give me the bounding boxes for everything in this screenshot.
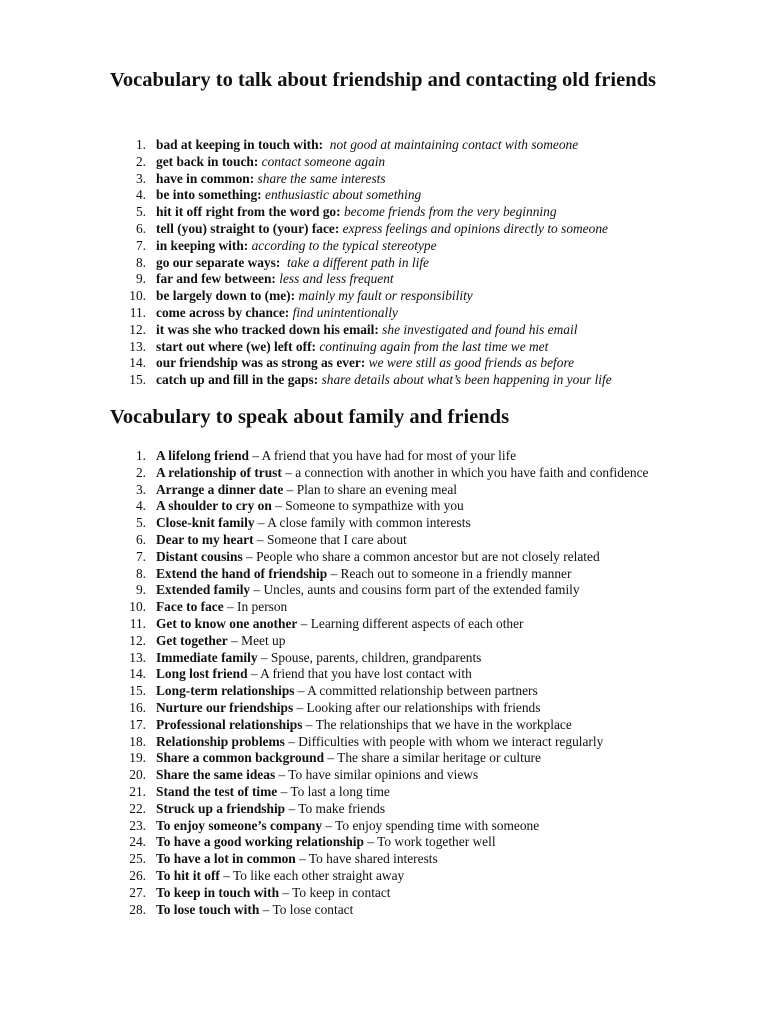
item-number: 12. — [129, 632, 146, 648]
item-number: 5. — [135, 515, 146, 531]
item-number: 14. — [129, 355, 146, 371]
item-number: 24. — [129, 834, 146, 850]
item-number: 6. — [135, 220, 146, 236]
item-number: 7. — [135, 548, 146, 564]
item-definition: – The share a similar heritage or culture — [324, 750, 541, 766]
list-item — [110, 734, 670, 751]
item-number: 14. — [129, 666, 146, 682]
item-term: To hit it off — [156, 867, 220, 883]
item-term: Dear to my heart — [156, 531, 254, 547]
item-number: 18. — [129, 733, 146, 749]
list-item — [110, 154, 670, 171]
item-definition: enthusiastic about something — [261, 187, 422, 203]
item-definition: not good at maintaining contact with someone — [323, 137, 579, 152]
item-term: Professional relationships — [156, 716, 303, 732]
item-definition: – In person — [223, 599, 288, 615]
item-definition: – To have similar opinions and views — [275, 767, 479, 783]
item-definition: share the same interests — [254, 170, 386, 186]
item-definition: take a different path in life — [280, 254, 429, 270]
item-number: 11. — [129, 615, 146, 631]
item-definition: less and less frequent — [275, 271, 394, 287]
item-definition: she investigated and found his email — [378, 321, 578, 337]
item-term: Distant cousins — [156, 548, 243, 564]
list-item — [110, 221, 670, 238]
section-title-friendship: Vocabulary to talk about friendship and contacting old friends — [110, 69, 656, 91]
item-definition: – To make friends — [285, 800, 386, 816]
item-number: 10. — [129, 288, 146, 304]
list-item — [110, 717, 670, 734]
list-item — [110, 902, 670, 919]
item-definition: – A close family with common interests — [254, 515, 471, 531]
item-term: To have a lot in common — [156, 851, 296, 867]
list-item — [110, 271, 670, 288]
item-number: 27. — [129, 884, 146, 900]
list-item — [110, 549, 670, 566]
item-number: 9. — [135, 271, 146, 287]
list-item — [110, 532, 670, 549]
item-number: 3. — [135, 481, 146, 497]
item-definition: become friends from the very beginning — [340, 204, 557, 220]
item-term: Face to face — [156, 599, 224, 615]
list-item — [110, 582, 670, 599]
item-number: 10. — [129, 599, 146, 615]
item-number: 11. — [129, 304, 146, 320]
item-number: 3. — [135, 170, 146, 186]
item-definition: contact someone again — [258, 153, 386, 169]
list-item — [110, 465, 670, 482]
item-term: A lifelong friend — [156, 448, 249, 463]
item-term: Extended family — [156, 582, 251, 598]
item-term: Stand the test of time — [156, 783, 278, 799]
item-definition: we were still as good friends as before — [365, 355, 575, 371]
item-number: 8. — [135, 254, 146, 270]
item-definition: – Reach out to someone in a friendly manner — [327, 565, 572, 581]
list-item — [110, 137, 670, 154]
list-item — [110, 339, 670, 356]
item-term: start out where (we) left off: — [156, 338, 317, 354]
item-term: far and few between: — [156, 271, 276, 287]
section-title-family-friends: Vocabulary to speak about family and friends — [110, 406, 510, 428]
item-definition: – To last a long time — [277, 783, 390, 799]
item-definition: – Spouse, parents, children, grandparents — [257, 649, 482, 665]
item-term: To have a good working relationship — [156, 834, 364, 850]
item-definition: – To lose contact — [259, 901, 354, 917]
item-number: 12. — [129, 321, 146, 337]
item-definition: – To enjoy spending time with someone — [322, 817, 540, 833]
item-term: Nurture our friendships — [156, 699, 294, 715]
item-term: Arrange a dinner date — [156, 481, 284, 497]
list-item — [110, 868, 670, 885]
item-definition: – Learning different aspects of each other — [297, 615, 524, 631]
item-number: 22. — [129, 800, 146, 816]
item-term: Immediate family — [156, 649, 258, 665]
item-definition: – Plan to share an evening meal — [283, 481, 457, 497]
list-item — [110, 498, 670, 515]
item-term: Relationship problems — [156, 733, 285, 749]
item-number: 23. — [129, 817, 146, 833]
item-number: 1. — [135, 137, 146, 152]
item-term: Get together — [156, 632, 228, 648]
item-number: 19. — [129, 750, 146, 766]
friendship-vocabulary-list — [110, 137, 670, 389]
item-number: 1. — [135, 448, 146, 463]
family-friends-vocabulary-list — [110, 448, 670, 918]
list-item — [110, 834, 670, 851]
item-definition: – Looking after our relationships with friends — [293, 699, 541, 715]
item-definition: – Someone to sympathize with you — [271, 498, 464, 514]
item-term: be into something: — [156, 187, 262, 203]
item-definition: continuing again from the last time we met — [316, 338, 549, 354]
item-number: 20. — [129, 767, 146, 783]
item-definition: mainly my fault or responsibility — [295, 288, 473, 304]
list-item — [110, 801, 670, 818]
list-item — [110, 818, 670, 835]
list-item — [110, 238, 670, 255]
item-definition: – A friend that you have lost contact with — [247, 666, 472, 682]
list-item — [110, 599, 670, 616]
list-item — [110, 187, 670, 204]
item-term: Share the same ideas — [156, 767, 276, 783]
item-term: it was she who tracked down his email: — [156, 321, 379, 337]
item-number: 26. — [129, 867, 146, 883]
item-definition: – Difficulties with people with whom we interact regularly — [284, 733, 604, 749]
item-definition: – A friend that you have had for most of your life — [249, 448, 517, 463]
item-number: 13. — [129, 338, 146, 354]
list-item — [110, 851, 670, 868]
item-term: Close-knit family — [156, 515, 255, 531]
item-number: 21. — [129, 783, 146, 799]
item-term: A relationship of trust — [156, 464, 282, 480]
item-definition: – People who share a common ancestor but are not closely related — [242, 548, 600, 564]
item-definition: – Someone that I care about — [253, 531, 407, 547]
item-number: 6. — [135, 531, 146, 547]
item-number: 15. — [129, 683, 146, 699]
item-definition: – a connection with another in which you have faith and confidence — [281, 464, 649, 480]
item-term: Long-term relationships — [156, 683, 295, 699]
item-number: 25. — [129, 851, 146, 867]
list-item — [110, 566, 670, 583]
list-item — [110, 515, 670, 532]
list-item — [110, 784, 670, 801]
item-term: come across by chance: — [156, 304, 290, 320]
list-item — [110, 482, 670, 499]
item-term: tell (you) straight to (your) face: — [156, 220, 340, 236]
item-term: To lose touch with — [156, 901, 260, 917]
list-item — [110, 700, 670, 717]
item-number: 15. — [129, 372, 146, 388]
item-term: catch up and fill in the gaps: — [156, 372, 319, 388]
item-definition: according to the typical stereotype — [248, 237, 437, 253]
list-item — [110, 305, 670, 322]
list-item — [110, 885, 670, 902]
item-definition: find unintentionally — [289, 304, 398, 320]
list-item — [110, 616, 670, 633]
list-item — [110, 171, 670, 188]
item-number: 4. — [135, 498, 146, 514]
item-term: go our separate ways: — [156, 254, 281, 270]
item-term: have in common: — [156, 170, 255, 186]
list-item — [110, 650, 670, 667]
item-number: 7. — [135, 237, 146, 253]
item-term: Get to know one another — [156, 615, 298, 631]
list-item — [110, 355, 670, 372]
item-definition: – Uncles, aunts and cousins form part of the extended family — [250, 582, 580, 598]
list-item — [110, 666, 670, 683]
item-number: 2. — [135, 464, 146, 480]
item-term: be largely down to (me): — [156, 288, 296, 304]
item-number: 13. — [129, 649, 146, 665]
item-term: To keep in touch with — [156, 884, 280, 900]
item-term: Struck up a friendship — [156, 800, 286, 816]
item-definition: – Meet up — [227, 632, 286, 648]
item-term: in keeping with: — [156, 237, 249, 253]
list-item — [110, 372, 670, 389]
item-number: 8. — [135, 565, 146, 581]
item-term: bad at keeping in touch with: — [156, 137, 324, 152]
item-term: hit it off right from the word go: — [156, 204, 341, 220]
item-number: 5. — [135, 204, 146, 220]
list-item — [110, 204, 670, 221]
item-definition: – The relationships that we have in the workplace — [302, 716, 572, 732]
item-number: 28. — [129, 901, 146, 917]
list-item — [110, 633, 670, 650]
item-term: our friendship was as strong as ever: — [156, 355, 366, 371]
item-term: A shoulder to cry on — [156, 498, 272, 514]
list-item — [110, 288, 670, 305]
item-term: Share a common background — [156, 750, 325, 766]
item-term: To enjoy someone’s company — [156, 817, 323, 833]
item-number: 2. — [135, 153, 146, 169]
item-term: Extend the hand of friendship — [156, 565, 328, 581]
item-number: 17. — [129, 716, 146, 732]
list-item — [110, 322, 670, 339]
list-item — [110, 683, 670, 700]
item-term: get back in touch: — [156, 153, 259, 169]
item-definition: share details about what’s been happening in your life — [318, 372, 612, 388]
item-definition: – To like each other straight away — [219, 867, 405, 883]
item-number: 9. — [135, 582, 146, 598]
item-definition: – To have shared interests — [295, 851, 438, 867]
item-definition: – A committed relationship between partners — [294, 683, 538, 699]
list-item — [110, 448, 670, 465]
item-definition: express feelings and opinions directly to someone — [339, 220, 608, 236]
list-item — [110, 255, 670, 272]
item-definition: – To keep in contact — [279, 884, 391, 900]
item-number: 16. — [129, 699, 146, 715]
item-number: 4. — [135, 187, 146, 203]
item-definition: – To work together well — [363, 834, 496, 850]
list-item — [110, 767, 670, 784]
list-item — [110, 750, 670, 767]
item-term: Long lost friend — [156, 666, 248, 682]
